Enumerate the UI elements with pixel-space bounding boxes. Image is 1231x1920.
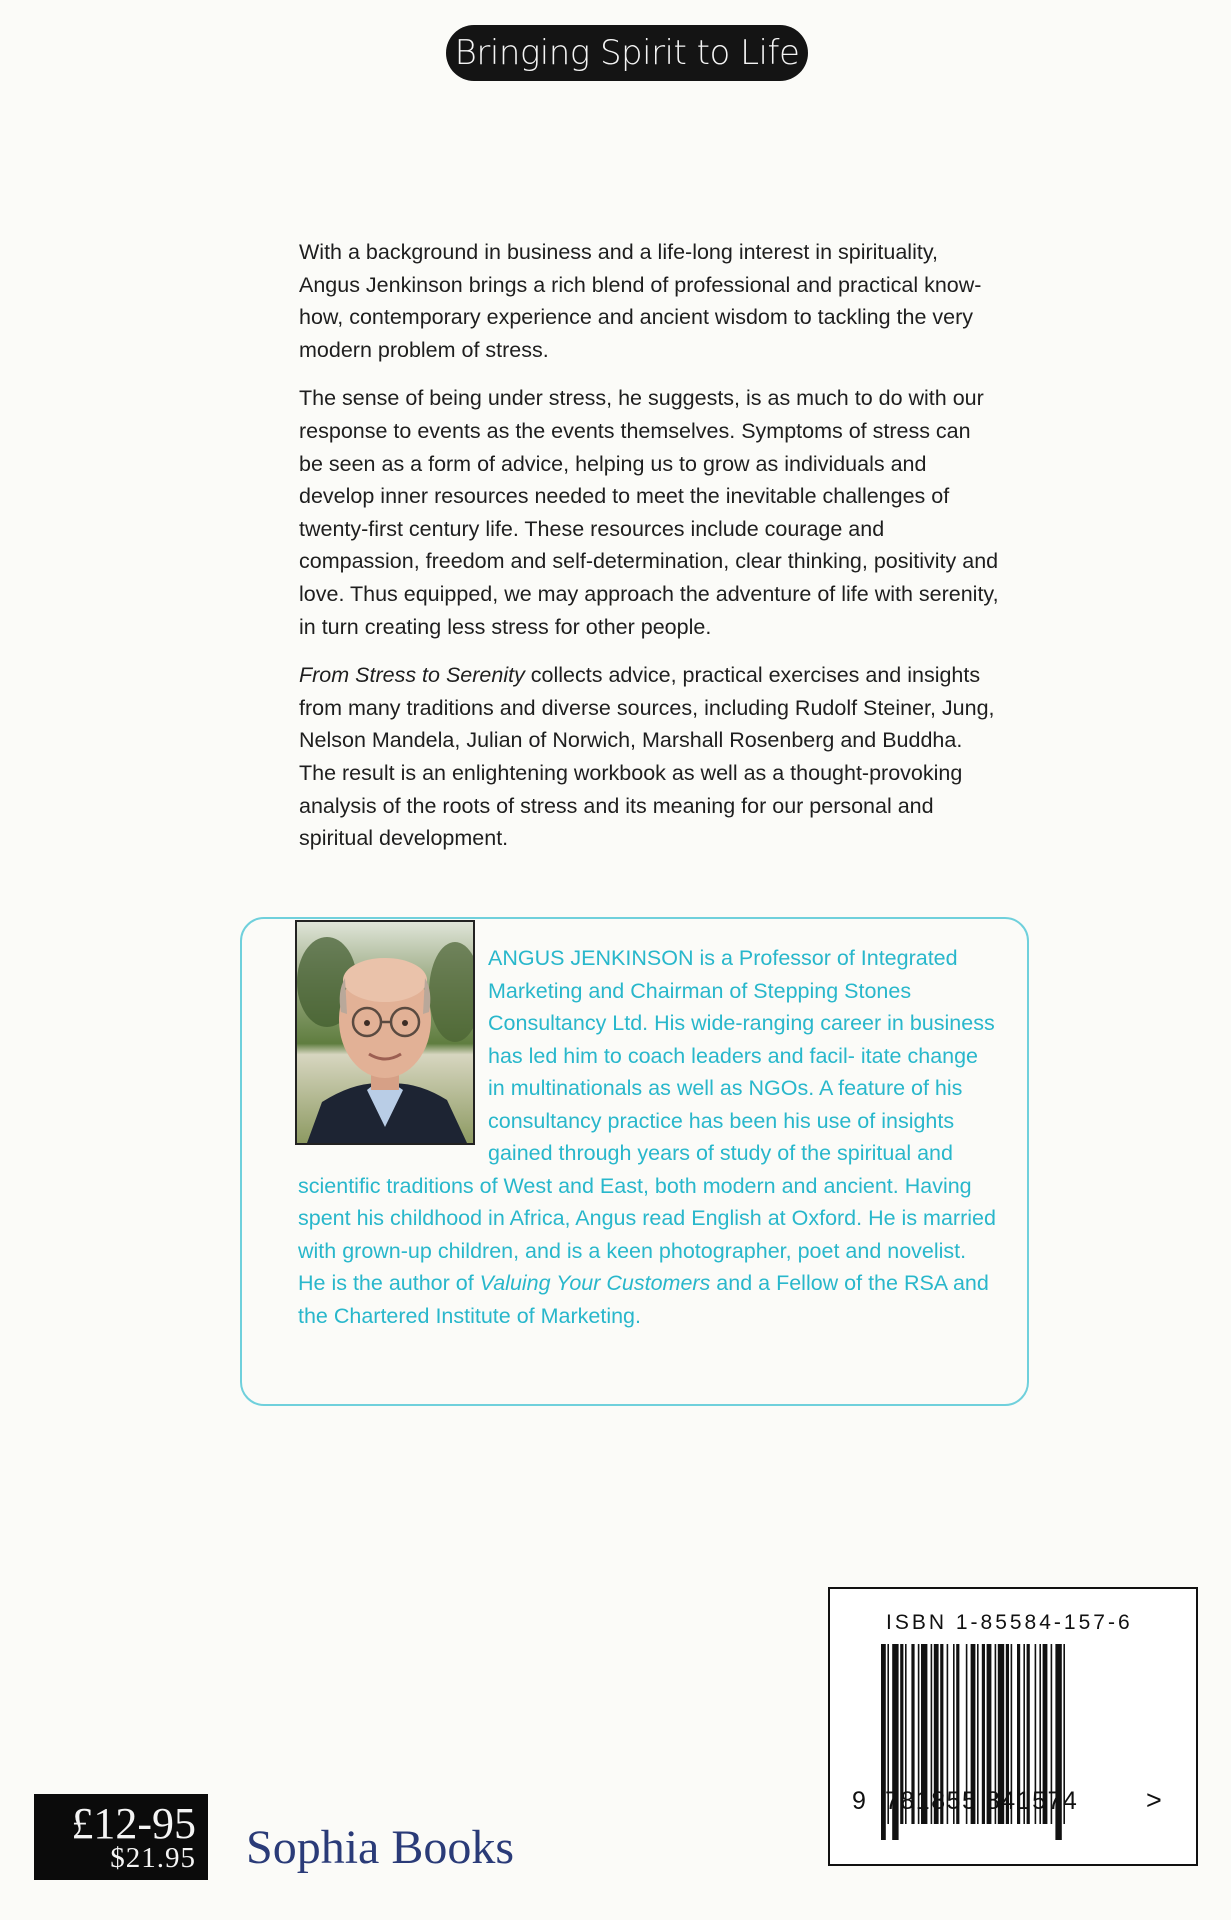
publisher-name: Sophia Books <box>246 1821 515 1874</box>
photo-float-spacer <box>298 942 488 1160</box>
barcode-arrow: > <box>1146 1785 1162 1815</box>
bio-book-title: Valuing Your Customers <box>479 1271 711 1295</box>
blurb-paragraph-1: With a background in business and a life-long interest in spirituality, Angus Jenkinson brings a rich blend of professional and practical know-how, contemporary experience and ancient wisdom to tackling the very modern problem of stress. <box>299 240 982 362</box>
blurb-paragraph-2: The sense of being under stress, he suggests, is as much to do with our response to events as the events themselves. Symptoms of stress can be seen as a form of advice, helping us to grow as individuals and develop inner resources needed to meet the inevitable challenges of twenty-first century life. These resources include courage and compassion, freedom and self-determination, clear thinking, positivity and love. Thus equipped, we may approach the adventure of life with serenity, in turn creating less stress for other people. <box>299 386 999 639</box>
series-banner <box>446 25 808 81</box>
price-usd: $21.95 <box>110 1842 196 1874</box>
price-gbp: £12-95 <box>71 1799 196 1848</box>
blurb-paragraph-3-text: collects advice, practical exercises and insights from many traditions and diverse sources, including Rudolf Steiner, Jung, Nelson Mandela, Julian of Norwich, Marshall Rosenberg and Buddha. The result is an enlightening workbook as well as a thought-provoking analysis of the roots of stress and its meaning for our personal and spiritual development. <box>299 663 995 851</box>
bio-text-end: and a Fellow of the RSA and the Chartered Institute of Marketing. <box>298 1271 989 1328</box>
bio-text-main: ANGUS JENKINSON is a Professor of Integrated Marketing and Chairman of Stepping Stones Consultancy Ltd. His wide-ranging career in business has led him to coach leaders and facil- itate change in multinationals as well as NGOs. A feature of his consultancy practice has been his use of insights gained through years of study of the spiritual and scientific traditions of West and East, both modern and ancient. Having spent his childhood in Africa, Angus read English at Oxford. He is married with grown-up children, and is a keen photographer, poet and novelist. He is the author of <box>298 946 996 1295</box>
price-box <box>34 1794 208 1880</box>
isbn-label: ISBN 1-85584-157-6 <box>886 1611 1133 1634</box>
isbn-barcode-box <box>828 1587 1198 1866</box>
book-title: From Stress to Serenity <box>299 663 525 688</box>
blurb-paragraph-3 <box>299 659 999 855</box>
blurb <box>299 236 999 871</box>
author-bio <box>298 942 998 1332</box>
series-label: Bringing Spirit to Life <box>454 33 800 73</box>
barcode-lead-digit: 9 <box>852 1787 866 1815</box>
barcode-digits: 781855 841574 <box>885 1787 1079 1815</box>
